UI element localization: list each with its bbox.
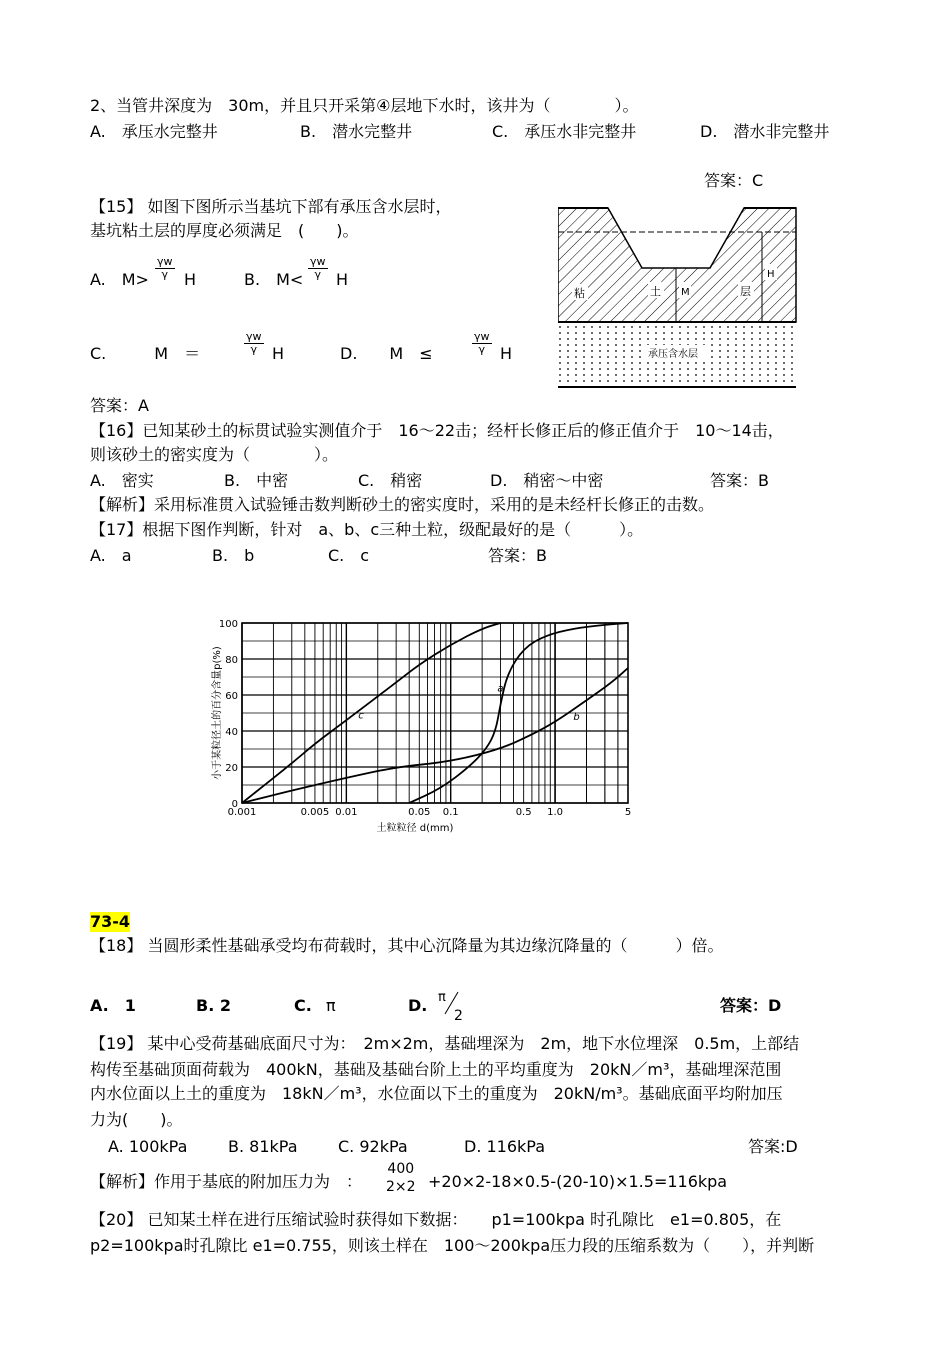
q18-option-b: B. 2 — [196, 996, 231, 1015]
y-tick-label: 20 — [225, 763, 238, 774]
q16-analysis: 【解析】采用标准贯入试验锤击数判断砂土的密实度时，采用的是未经杆长修正的击数。 — [90, 495, 715, 514]
q18-option-d-den: 2 — [454, 1008, 463, 1024]
y-tick-label: 40 — [225, 727, 238, 738]
x-tick-label: 5 — [624, 807, 632, 818]
q19-analysis-fraction: 400 2×2 — [386, 1161, 416, 1195]
q19-option-b: B. 81kPa — [228, 1137, 298, 1156]
q18-answer: 答案：D — [720, 996, 782, 1015]
q15-option-a-label: A. M> — [90, 270, 149, 289]
q15-option-b-fraction: $\frac{\gamma w}{\gamma}$ — [310, 255, 326, 281]
y-tick-label: 100 — [218, 619, 238, 630]
q19-option-a: A. 100kPa — [108, 1137, 188, 1156]
q15-option-b-h: H — [336, 270, 349, 289]
q20-line1: 【20】 已知某土样在进行压缩试验时获得如下数据： p1=100kpa 时孔隙比 e1=0.805，在 — [90, 1210, 782, 1229]
excavation-figure — [558, 204, 798, 394]
clay-layer — [558, 208, 796, 322]
q15-stem-line1: 【15】 如图下图所示当基坑下部有承压含水层时， — [90, 197, 452, 216]
y-tick-label: 80 — [225, 655, 238, 666]
label-ceng: 层 — [740, 285, 751, 298]
series-label-c: c — [358, 710, 364, 722]
q15-option-d-fraction: $\frac{\gamma w}{\gamma}$ — [474, 330, 490, 356]
q17-option-b: B. b — [212, 546, 255, 565]
q15-option-a-fraction: $\frac{\gamma w}{\gamma}$ — [157, 255, 173, 281]
q20-line2: p2=100kpa时孔隙比 e1=0.755，则该土样在 100～200kpa压力段的压缩系数为（ ），并判断 — [90, 1236, 815, 1255]
q15-option-d-label: D. M ≤ — [340, 344, 433, 363]
y-tick-label: 60 — [225, 691, 238, 702]
q19-line4: 力为( )。 — [90, 1110, 183, 1129]
q16-option-d: D. 稍密～中密 — [490, 471, 604, 490]
label-m: M — [681, 287, 690, 298]
q16-option-a: A. 密实 — [90, 471, 154, 490]
q2-option-c: C. 承压水非完整井 — [492, 122, 637, 141]
q19-line1: 【19】 某中心受荷基础底面尺寸为： 2m×2m，基础埋深为 2m，地下水位埋深 0.5m，上部结 — [90, 1034, 800, 1053]
q19-analysis-tail: +20×2-18×0.5-(20-10)×1.5=116kpa — [428, 1172, 728, 1191]
series-label-b: b — [573, 712, 580, 724]
x-axis-label: 土粒粒径 d(mm) — [376, 823, 454, 834]
q17-stem: 【17】根据下图作判断，针对 a、b、c三种土粒，级配最好的是（ ）。 — [90, 520, 644, 539]
q17-option-c: C. c — [328, 546, 370, 565]
q18-option-c-value: π — [326, 996, 336, 1015]
q18-option-c-label: C. — [294, 996, 312, 1015]
q19-option-c: C. 92kPa — [338, 1137, 408, 1156]
x-tick-label: 0.5 — [515, 807, 532, 818]
y-axis-label: 小于某粒径土的百分含量p(%) — [212, 646, 223, 780]
q16-answer: 答案：B — [710, 471, 769, 490]
q19-option-d: D. 116kPa — [464, 1137, 546, 1156]
q2-option-b: B. 潜水完整井 — [300, 122, 413, 141]
q19-answer: 答案:D — [748, 1137, 798, 1156]
q19-analysis-lead: 【解析】作用于基底的附加压力为 ： — [90, 1172, 363, 1191]
q17-answer: 答案：B — [488, 546, 547, 565]
q2-stem: 2、当管井深度为 30m，并且只开采第④层地下水时，该井为（ ）。 — [90, 96, 639, 115]
x-tick-label: 1.0 — [547, 807, 564, 818]
q2-answer: 答案：C — [704, 171, 764, 190]
label-nian: 粘 — [574, 287, 585, 300]
x-tick-label: 0.05 — [408, 807, 431, 818]
section-label: 73-4 — [90, 912, 131, 931]
q15-option-b-label: B. M< — [244, 270, 304, 289]
series-line-b — [242, 668, 628, 803]
q15-stem-line2: 基坑粘土层的厚度必须满足 ( )。 — [90, 221, 359, 240]
q15-answer: 答案：A — [90, 396, 149, 415]
q16-stem-line1: 【16】已知某砂土的标贯试验实测值介于 16～22击；经杆长修正后的修正值介于 10～14击， — [90, 421, 784, 440]
series-label-a: a — [497, 683, 504, 695]
q15-option-d-h: H — [500, 344, 513, 363]
q18-option-a: A. 1 — [90, 996, 136, 1015]
x-tick-label: 0.01 — [335, 807, 358, 818]
q15-option-c-fraction: $\frac{\gamma w}{\gamma}$ — [246, 330, 262, 356]
q16-stem-line2: 则该砂土的密实度为（ ）。 — [90, 445, 339, 464]
q18-stem: 【18】 当圆形柔性基础承受均布荷载时，其中心沉降量为其边缘沉降量的（ ）倍。 — [90, 936, 724, 955]
q16-option-b: B. 中密 — [224, 471, 289, 490]
q16-option-c: C. 稍密 — [358, 471, 423, 490]
x-tick-label: 0.005 — [300, 807, 330, 818]
q18-option-d-label: D. — [408, 996, 428, 1015]
q19-line2: 构传至基础顶面荷载为 400kN，基础及基础台阶上土的平均重度为 20kN／m³，基础埋深范围 — [90, 1060, 782, 1079]
q15-option-a-h: H — [184, 270, 197, 289]
q15-option-c-h: H — [272, 344, 285, 363]
grading-curve-chart — [190, 605, 650, 845]
q19-line3: 内水位面以上土的重度为 18kN／m³，水位面以下土的重度为 20kN/m³。基础底面平均附加压 — [90, 1084, 783, 1103]
y-tick-label: 0 — [231, 799, 238, 810]
label-aquifer: 承压含水层 — [648, 349, 698, 360]
q15-option-c-label: C. M ＝ — [90, 344, 201, 363]
q18-option-d-num: π — [438, 990, 446, 1005]
q2-option-a: A. 承压水完整井 — [90, 122, 218, 141]
label-tu: 土 — [650, 285, 661, 298]
q17-option-a: A. a — [90, 546, 132, 565]
q2-option-d: D. 潜水非完整井 — [700, 122, 830, 141]
x-tick-label: 0.1 — [442, 807, 459, 818]
label-h: H — [767, 269, 775, 280]
x-tick-label: 0.001 — [227, 807, 257, 818]
